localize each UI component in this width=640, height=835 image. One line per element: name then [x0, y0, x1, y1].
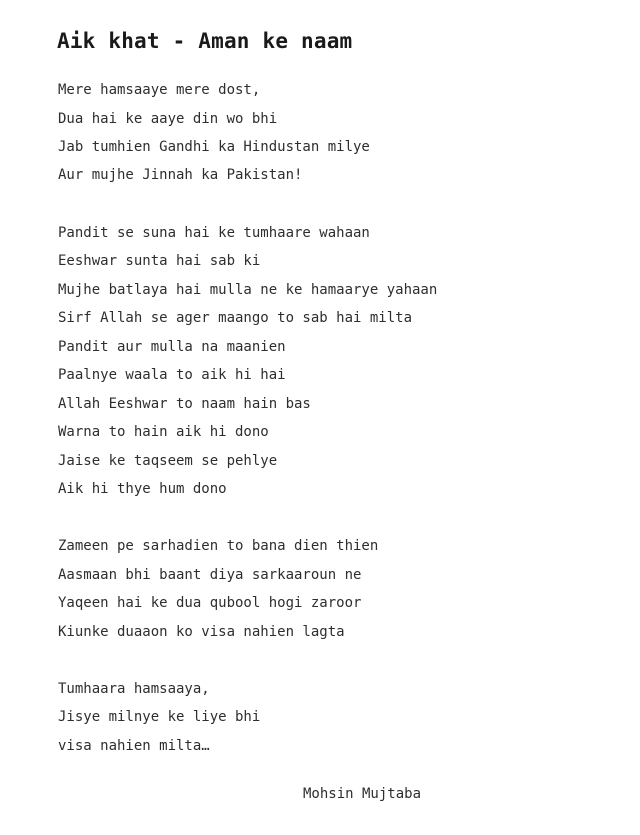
poem-line: Yaqeen hai ke dua qubool hogi zaroor — [58, 595, 362, 611]
poem-line: Pandit aur mulla na maanien — [58, 339, 286, 355]
poem-line: Zameen pe sarhadien to bana dien thien — [58, 538, 379, 554]
poem-line: Jisye milnye ke liye bhi — [58, 709, 261, 725]
poem-line: Jaise ke taqseem se pehlye — [58, 453, 278, 469]
poem-line: Aasmaan bhi baant diya sarkaaroun ne — [58, 567, 362, 583]
poem-line: Dua hai ke aaye din wo bhi — [58, 111, 278, 127]
poem-author: Mohsin Mujtaba — [303, 786, 422, 802]
poem-line: Aur mujhe Jinnah ka Pakistan! — [58, 167, 303, 183]
poem-title: Aik khat - Aman ke naam — [57, 29, 353, 53]
poem-line: Jab tumhien Gandhi ka Hindustan milye — [58, 139, 370, 155]
poem-line: Allah Eeshwar to naam hain bas — [58, 396, 311, 412]
poem-line: Paalnye waala to aik hi hai — [58, 367, 286, 383]
poem-line: Mere hamsaaye mere dost, — [58, 82, 261, 98]
poem-line: Mujhe batlaya hai mulla ne ke hamaarye yahaan — [58, 282, 438, 298]
poem-line: Warna to hain aik hi dono — [58, 424, 269, 440]
poem-line: Pandit se suna hai ke tumhaare wahaan — [58, 225, 370, 241]
poem-line: Sirf Allah se ager maango to sab hai milta — [58, 310, 413, 326]
poem-line: visa nahien milta… — [58, 738, 210, 754]
poem-line: Aik hi thye hum dono — [58, 481, 227, 497]
poem-line: Tumhaara hamsaaya, — [58, 681, 210, 697]
poem-line: Eeshwar sunta hai sab ki — [58, 253, 261, 269]
poem-line: Kiunke duaaon ko visa nahien lagta — [58, 624, 345, 640]
